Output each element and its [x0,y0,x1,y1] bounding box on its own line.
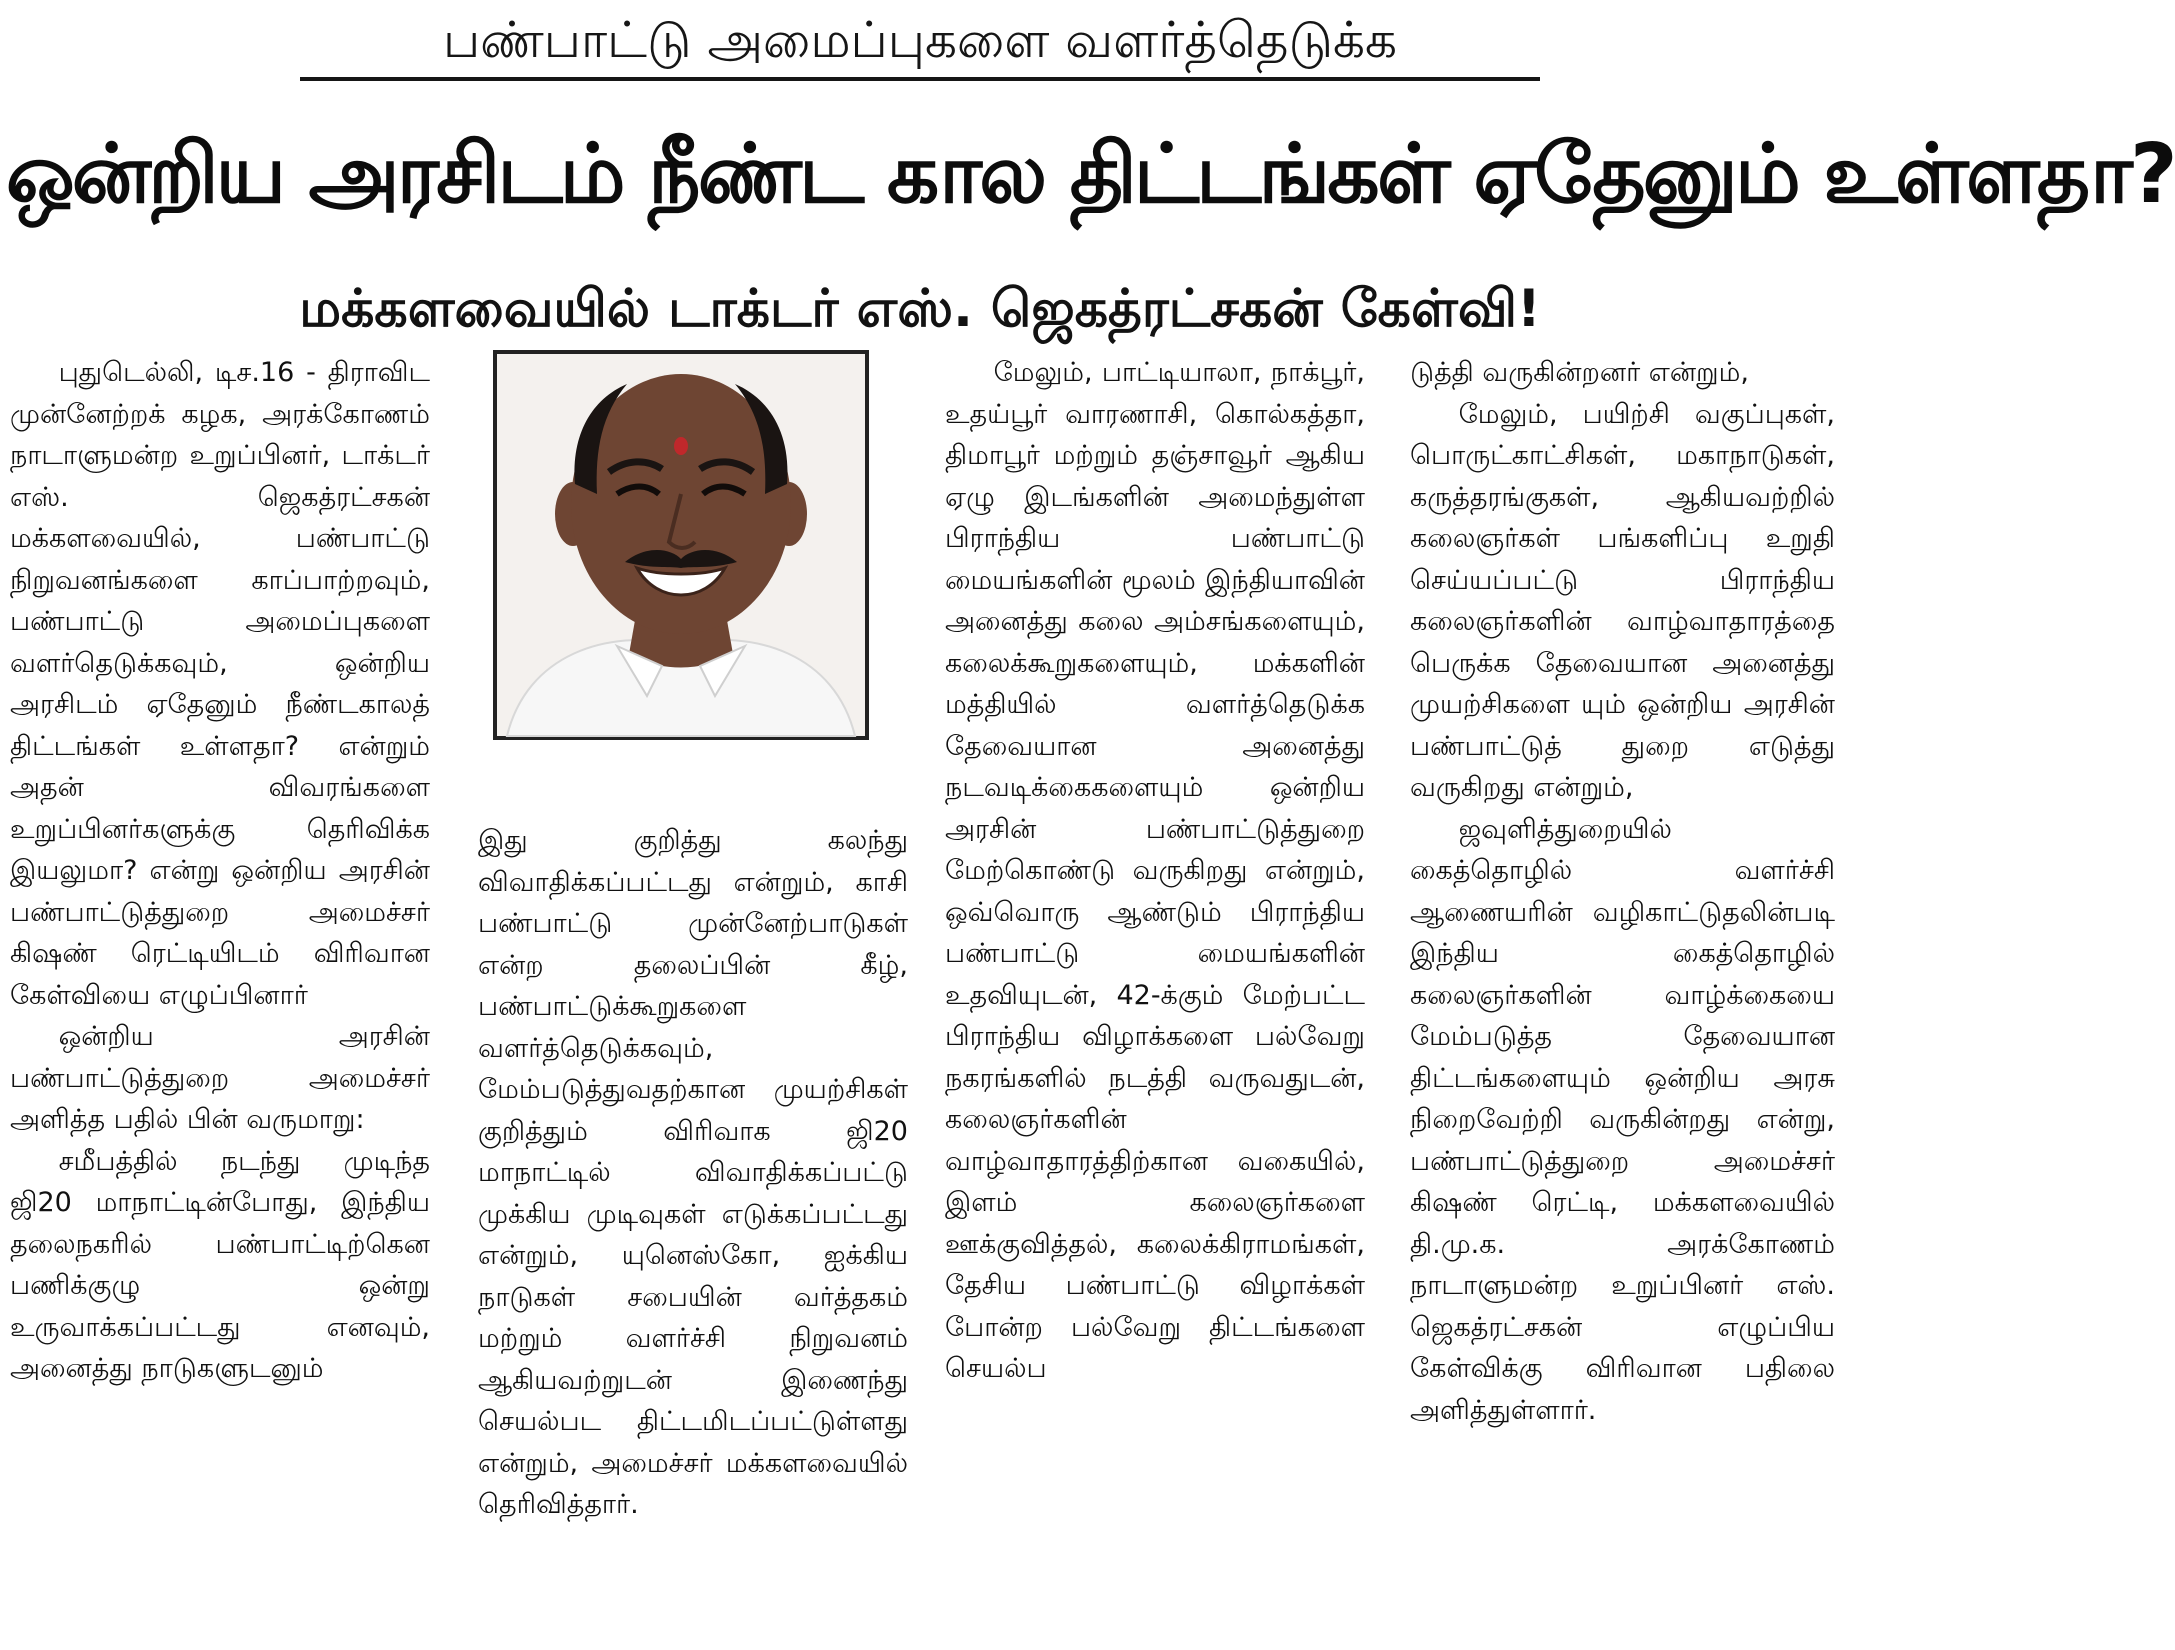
kicker-underline [300,77,1540,81]
paragraph: புதுடெல்லி, டிச.16 - திராவிட முன்னேற்றக் கழக, அரக்கோணம் நாடாளுமன்ற உறுப்பினர், டாக்டர் எஸ். ஜெகத்ரட்சகன் மக்களவையில், பண்பாட்டு நிறுவனங்களை காப்பாற்றவும், பண்பாட்டு அமைப்புகளை வளர்தெடுக்கவும், ஒன்றிய அரசிடம் ஏதேனும் நீண்டகாலத் திட்டங்கள் உள்ளதா? என்றும் அதன் விவரங்களை உறுப்பினர்களுக்கு தெரிவிக்க இயலுமா? என்று ஒன்றிய அரசின் பண்பாட்டுத்துறை அமைச்சர் கிஷண் ரெட்டியிடம் விரிவான கேள்வியை எழுப்பினார் [10,357,430,1011]
article-column-3 [945,352,1365,1648]
paragraph: மேலும், பாட்டியாலா, நாக்பூர், உதய்பூர் வாரணாசி, கொல்கத்தா, திமாபூர் மற்றும் தஞ்சாவூர் ஆகிய ஏழு இடங்களின் அமைந்துள்ள பிராந்திய பண்பாட்டு மையங்களின் மூலம் இந்தியாவின் அனைத்து கலை அம்சங்களையும், கலைக்கூறுகளையும், மக்களின் மத்தியில் வளர்த்தெடுக்க தேவையான அனைத்து நடவடிக்கைகளையும் ஒன்றிய அரசின் பண்பாட்டுத்துறை மேற்கொண்டு வருகிறது என்றும், ஒவ்வொரு ஆண்டும் பிராந்திய பண்பாட்டு மையங்களின் உதவியுடன், 42-க்கும் மேற்பட்ட பிராந்திய விழாக்களை பல்வேறு நகரங்களில் நடத்தி வருவதுடன், கலைஞர்களின் வாழ்வாதாரத்திற்கான வகையில், இளம் கலைஞர்களை ஊக்குவித்தல், கலைக்கிராமங்கள், தேசிய பண்பாட்டு விழாக்கள் போன்ற பல்வேறு திட்டங்களை செயல்ப [945,357,1365,1384]
paragraph: இது குறித்து கலந்து விவாதிக்கப்பட்டது என்றும், காசி பண்பாட்டு முன்னேற்பாடுகள் என்ற தலைப்பின் கீழ், பண்பாட்டுக்கூறுகளை வளர்த்தெடுக்கவும், மேம்படுத்துவதற்கான முயற்சிகள் குறித்தும் விரிவாக ஜி20 மாநாட்டில் விவாதிக்கப்பட்டு முக்கிய முடிவுகள் எடுக்கப்பட்டது என்றும், யுனெஸ்கோ, ஐக்கிய நாடுகள் சபையின் வர்த்தகம் மற்றும் வளர்ச்சி நிறுவனம் ஆகியவற்றுடன் இணைந்து செயல்பட திட்டமிடப்பட்டுள்ளது என்றும், அமைச்சர் மக்களவையில் தெரிவித்தார். [478,825,908,1520]
kicker-headline: பண்பாட்டு அமைப்புகளை வளர்த்தெடுக்க [442,11,1398,69]
sub-headline: மக்களவையில் டாக்டர் எஸ். ஜெகத்ரட்சகன் கேள்வி! [299,279,1541,339]
portrait-illustration [497,354,865,736]
paragraph: மேலும், பயிற்சி வகுப்புகள், பொருட்காட்சிகள், மகாநாடுகள், கருத்தரங்குகள், ஆகியவற்றில் கலைஞர்கள் பங்களிப்பு உறுதி செய்யப்பட்டு பிராந்திய கலைஞர்களின் வாழ்வாதாரத்தை பெருக்க தேவையான அனைத்து முயற்சிகளை யும் ஒன்றிய அரசின் பண்பாட்டுத் துறை எடுத்து வருகிறது என்றும், [1410,398,1835,803]
paragraph: ஒன்றிய அரசின் பண்பாட்டுத்துறை அமைச்சர் அளித்த பதில் பின் வருமாறு: [10,1021,430,1135]
paragraph: சமீபத்தில் நடந்து முடிந்த ஜி20 மாநாட்டின்போது, இந்திய தலைநகரில் பண்பாட்டிற்கென பணிக்குழு ஒன்று உருவாக்கப்பட்டது எனவும், அனைத்து நாடுகளுடனும் [10,1145,430,1384]
paragraph: ஜவுளித்துறையில் கைத்தொழில் வளர்ச்சி ஆணையரின் வழிகாட்டுதலின்படி இந்திய கைத்தொழில் கலைஞர்களின் வாழ்க்கையை மேம்படுத்த தேவையான திட்டங்களையும் ஒன்றிய அரசு நிறைவேற்றி வருகின்றது என்று, பண்பாட்டுத்துறை அமைச்சர் கிஷண் ரெட்டி, மக்களவையில் தி.மு.க. அரக்கோணம் நாடாளுமன்ற உறுப்பினர் எஸ். ஜெகத்ரட்சகன் எழுப்பிய கேள்விக்கு விரிவான பதிலை அளித்துள்ளார். [1410,813,1835,1426]
paragraph: டுத்தி வருகின்றனர் என்றும், [1410,357,1749,388]
article-column-2 [478,820,908,1648]
article-column-4 [1410,352,1835,1648]
main-headline: ஒன்றிய அரசிடம் நீண்ட கால திட்டங்கள் ஏதேனும் உள்ளதா? [6,127,2175,222]
portrait-photo [493,350,869,740]
article-column-1 [10,352,430,1648]
